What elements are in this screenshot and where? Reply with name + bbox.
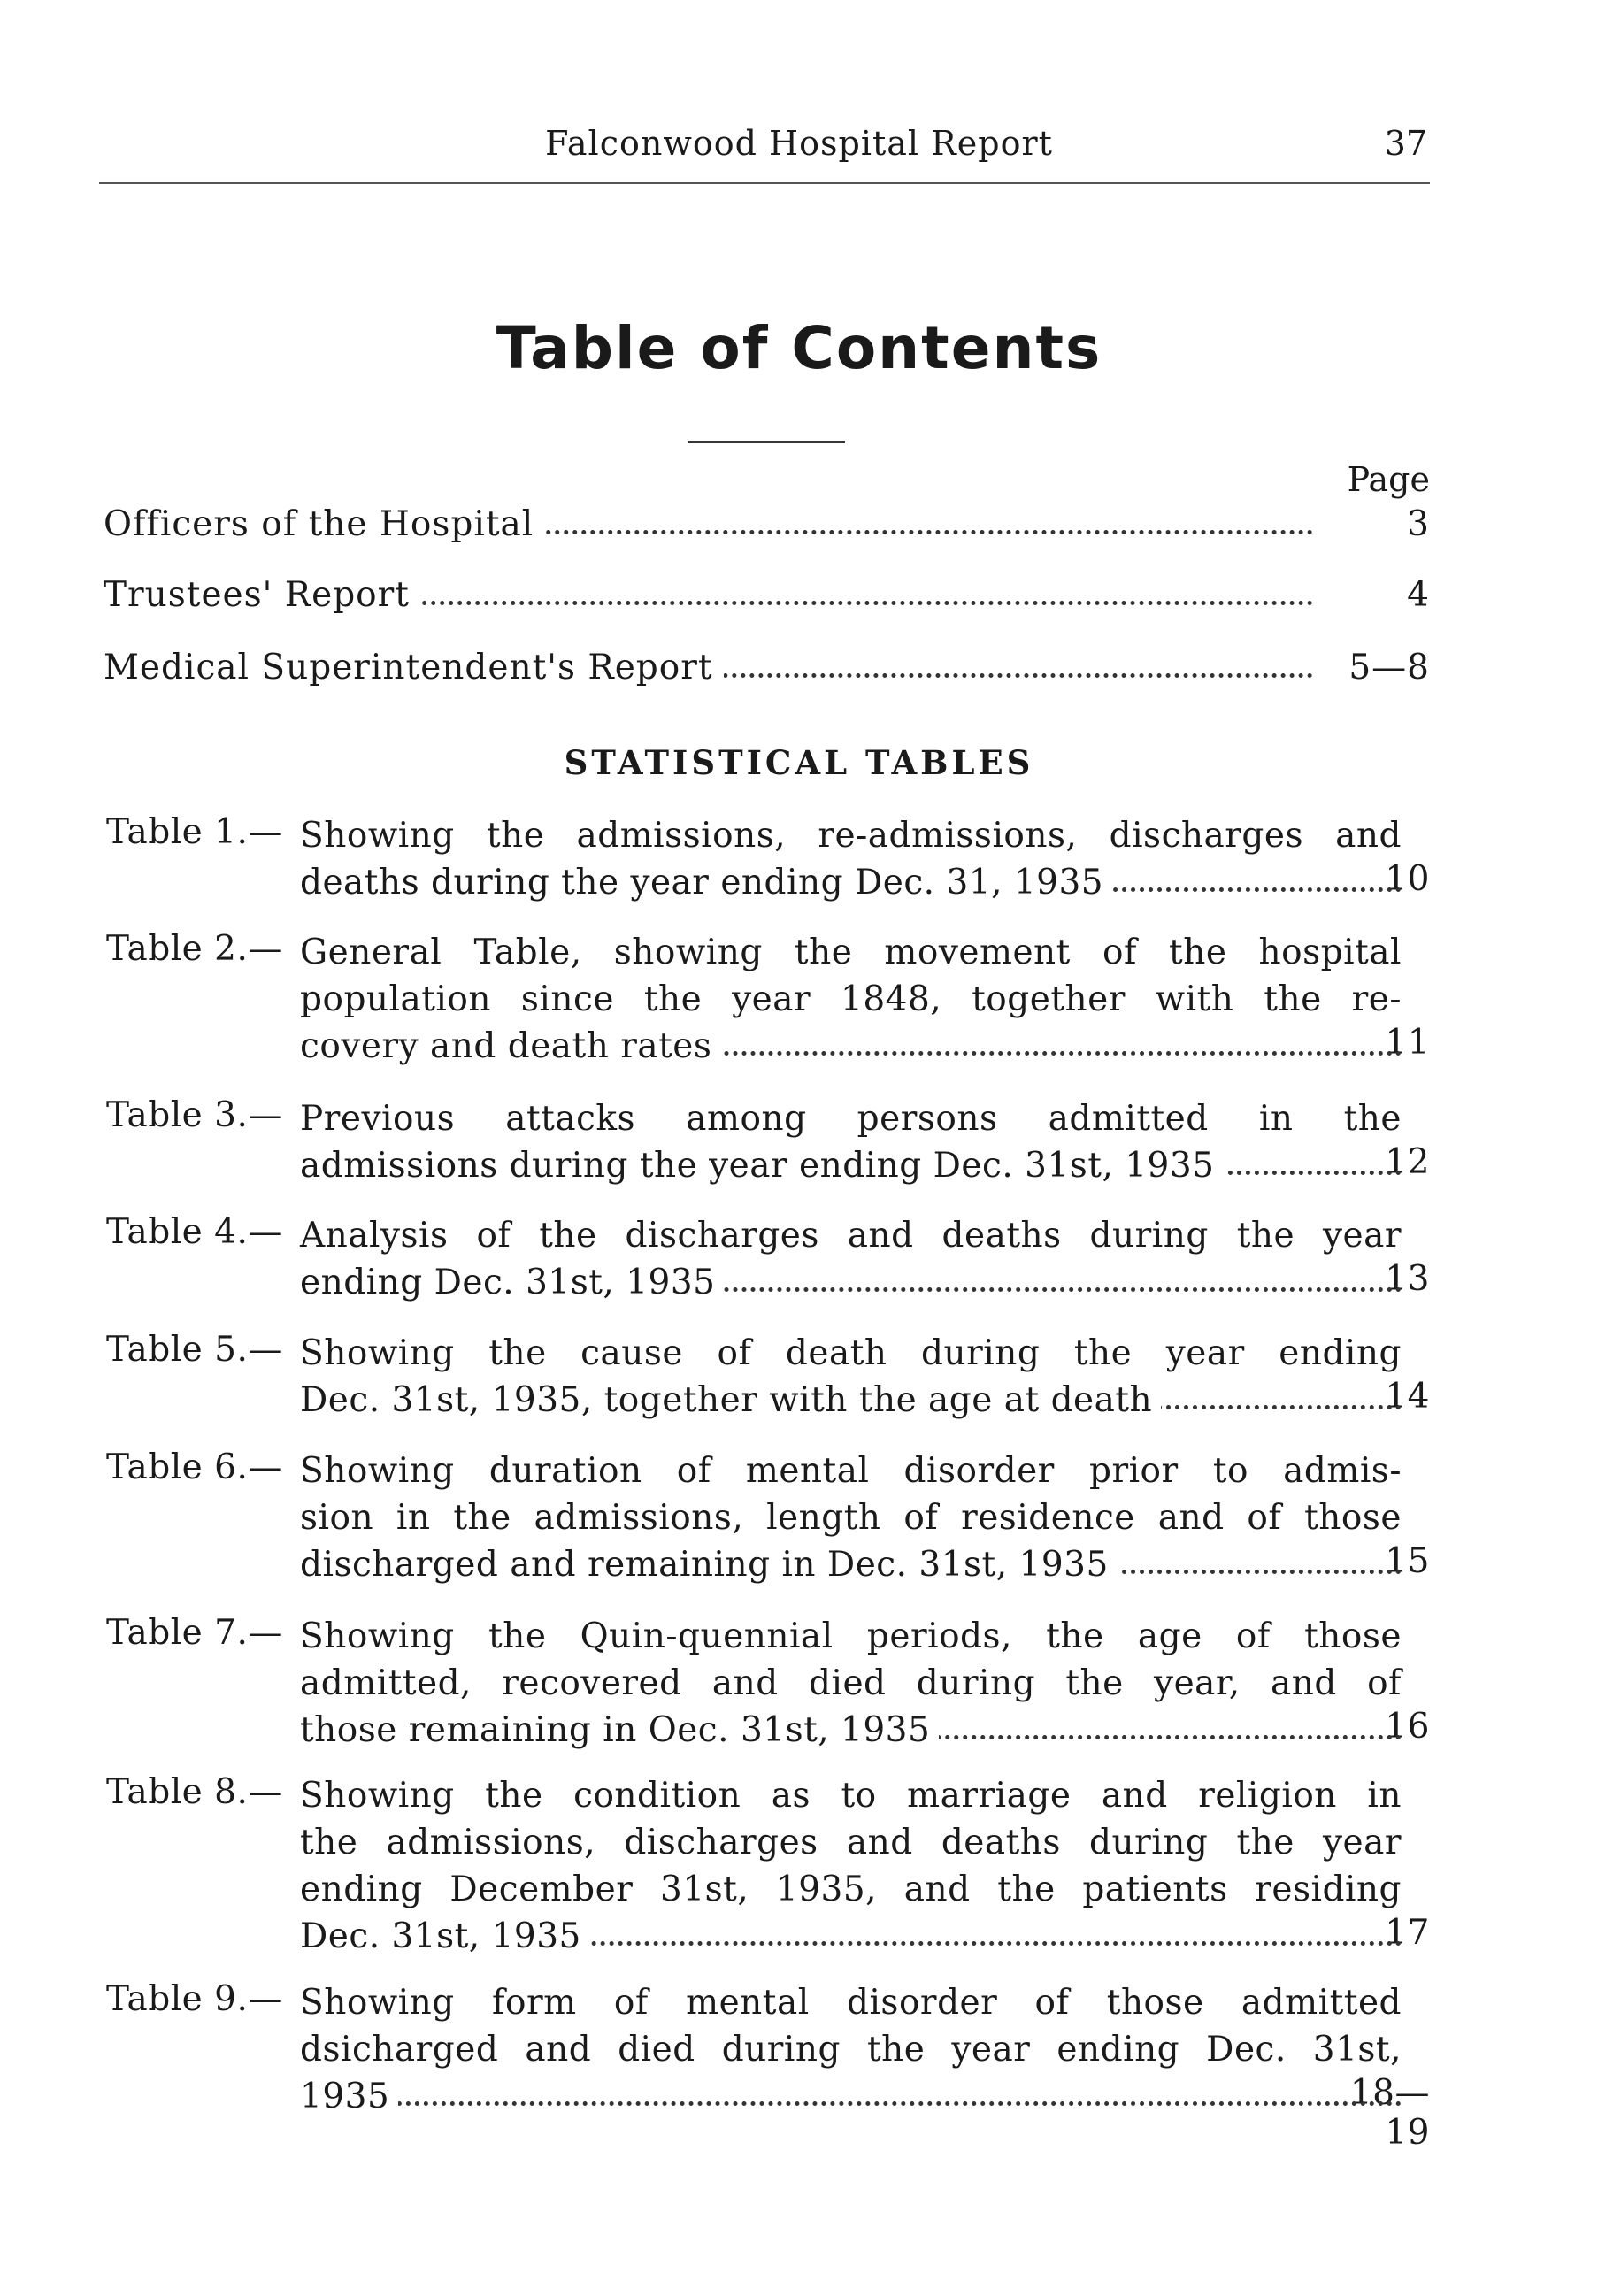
table-number: Table 9.— [106,1979,283,2019]
toc-entry-page: 5—8 [1348,648,1430,687]
description-text: Dec. 31st, 1935, together with the age at death [300,1380,1161,1420]
toc-entry-page: 4 [1407,575,1430,615]
table-description [300,1330,1402,1424]
table-number: Table 8.— [106,1772,283,1812]
dot-leader [300,2101,1402,2106]
description-line: General Table, showing the movement of the hospital [300,933,1402,972]
title-rule [688,441,845,443]
toc-entry-label: Medical Superintendent's Report [104,648,724,687]
table-number: Table 6.— [106,1447,283,1487]
table-description [300,1613,1402,1754]
description-line: Previous attacks among persons admitted in the [300,1099,1402,1139]
description-text: Dec. 31st, 1935 [300,1916,590,1956]
toc-entry [104,648,1430,692]
table-description [300,1095,1402,1189]
table-number: Table 1.— [106,812,283,852]
table-page: 18—19 [1349,2073,1430,2153]
toc-entry-label: Officers of the Hospital [104,504,544,544]
toc-entry [104,575,1430,619]
description-text: admissions during the year ending Dec. 31st, 1935 [300,1146,1224,1186]
description-line-last [300,1142,1402,1189]
description-line: Showing the Quin-quennial periods, the age of those [300,1616,1402,1656]
description-text: covery and death rates [300,1026,720,1066]
table-number: Table 5.— [106,1330,283,1370]
table-page: 11 [1385,1023,1430,1063]
description-line: the admissions, discharges and deaths during the year [300,1823,1402,1862]
description-line: Showing the admissions, re-admissions, discharges and [300,816,1402,856]
table-page: 13 [1385,1259,1430,1299]
description-line-last [300,1541,1402,1588]
table-number: Table 3.— [106,1095,283,1135]
description-line: dsicharged and died during the year ending Dec. 31st, [300,2030,1402,2069]
toc-entry-label: Trustees' Report [104,575,420,615]
table-page: 17 [1385,1913,1430,1953]
header-rule [99,182,1430,184]
section-heading: STATISTICAL TABLES [564,743,1034,782]
description-text: deaths during the year ending Dec. 31, 1935 [300,863,1112,902]
description-line: Showing duration of mental disorder prior to admis- [300,1451,1402,1491]
description-line-last [300,1913,1402,1960]
table-description [300,1212,1402,1306]
toc-title: Table of Contents [496,314,1102,382]
page-column-label: Page [1347,460,1430,499]
description-line: Showing the cause of death during the year ending [300,1333,1402,1373]
table-page: 16 [1385,1707,1430,1747]
table-page: 15 [1385,1541,1430,1581]
page-number: 37 [1384,124,1427,163]
description-line-last [300,1023,1402,1070]
description-line: Analysis of the discharges and deaths during the year [300,1216,1402,1256]
running-title: Falconwood Hospital Report [545,124,1053,163]
description-line: Showing form of mental disorder of those admitted [300,1983,1402,2023]
description-line: ending December 31st, 1935, and the patients residing [300,1870,1402,1909]
table-description [300,1772,1402,1960]
table-description [300,812,1402,906]
description-line-last [300,1707,1402,1754]
description-line: admitted, recovered and died during the year, and of [300,1663,1402,1703]
toc-entry [104,504,1430,549]
table-description [300,1447,1402,1588]
table-number: Table 4.— [106,1212,283,1252]
table-number: Table 7.— [106,1613,283,1653]
description-line-last [300,2073,1402,2120]
description-text: those remaining in Oec. 31st, 1935 [300,1710,939,1750]
description-line-last [300,1377,1402,1424]
table-page: 10 [1385,859,1430,899]
description-text: 1935 [300,2077,398,2116]
table-description [300,1979,1402,2120]
table-page: 14 [1385,1377,1430,1417]
table-number: Table 2.— [106,929,283,969]
description-text: discharged and remaining in Dec. 31st, 1935 [300,1545,1118,1585]
running-header [0,124,1598,177]
description-line-last [300,859,1402,906]
table-description [300,929,1402,1070]
toc-entry-page: 3 [1407,504,1430,544]
table-page: 12 [1385,1142,1430,1182]
description-text: ending Dec. 31st, 1935 [300,1263,724,1302]
description-line-last [300,1259,1402,1306]
description-line: sion in the admissions, length of residence and of those [300,1498,1402,1538]
description-line: Showing the condition as to marriage and religion in [300,1776,1402,1816]
description-line: population since the year 1848, together with the re- [300,979,1402,1019]
